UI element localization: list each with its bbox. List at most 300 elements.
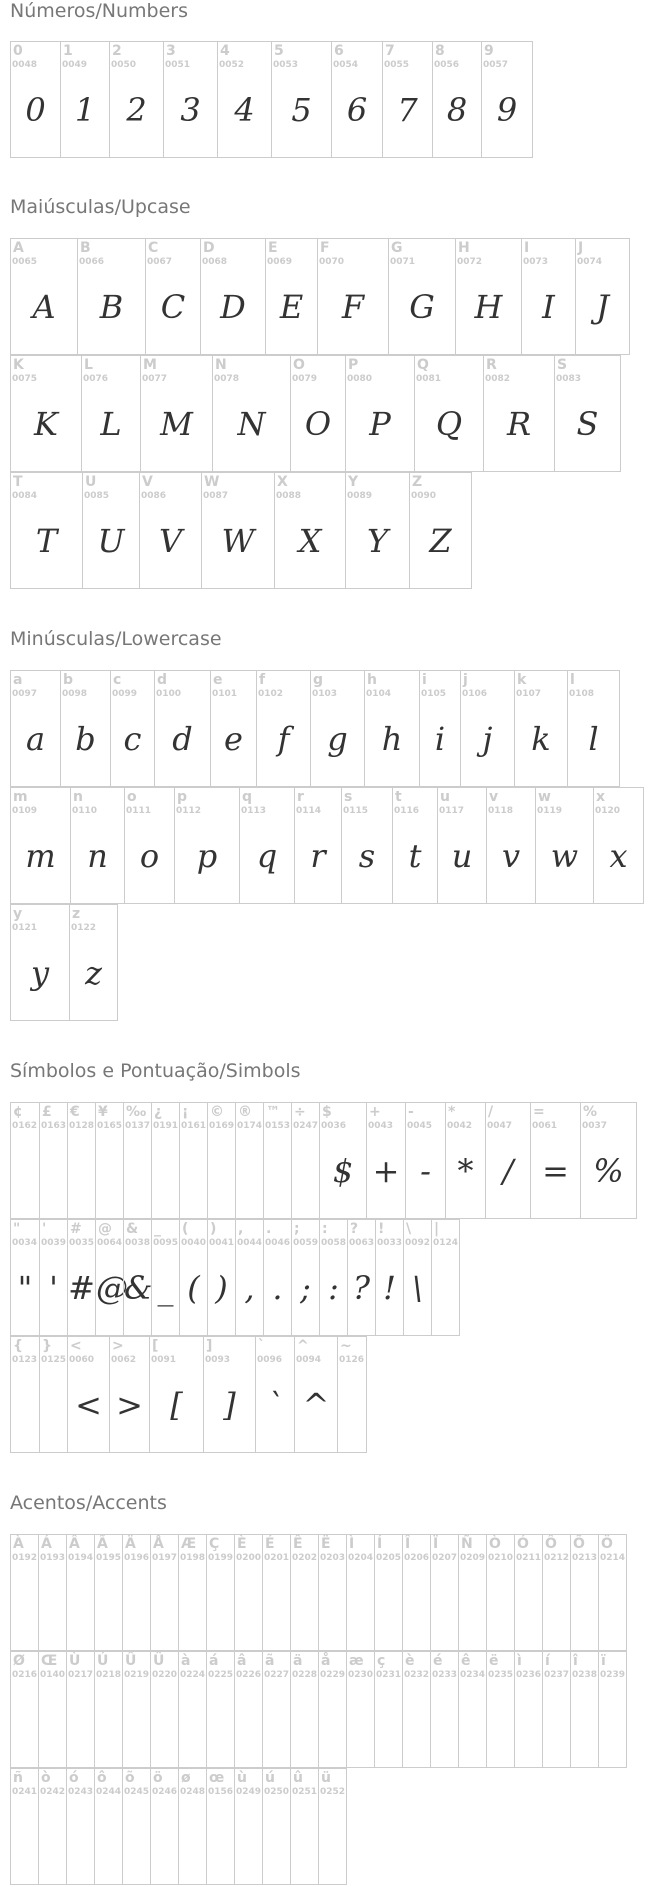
glyph-cell	[203, 1336, 256, 1453]
char-label: Ò	[489, 1536, 501, 1552]
glyph-cell	[60, 41, 110, 158]
glyph-cell	[66, 1768, 95, 1885]
glyph-cell	[262, 1651, 291, 1768]
glyph-cell	[149, 1336, 204, 1453]
char-code: 0140	[40, 1670, 66, 1680]
char-label: s	[344, 789, 353, 805]
glyph-cell	[445, 1102, 486, 1219]
char-code: 0080	[347, 374, 373, 384]
glyph-sample: 0	[25, 91, 46, 129]
glyph-sample: 9	[496, 91, 518, 129]
glyph-cell	[235, 1219, 264, 1336]
char-code: 0114	[296, 806, 322, 816]
char-code: 0075	[12, 374, 38, 384]
glyph-sample: *	[457, 1152, 474, 1190]
glyph-row	[10, 1219, 459, 1336]
char-label: +	[369, 1104, 381, 1120]
glyph-sample: 1	[74, 91, 96, 129]
char-code: 0123	[12, 1355, 38, 1365]
char-label: J	[578, 240, 584, 256]
glyph-sample: J	[596, 288, 609, 326]
glyph-sample: E	[279, 288, 304, 326]
char-code: 0212	[544, 1553, 570, 1563]
char-label: _	[154, 1221, 161, 1237]
glyph-cell	[234, 1651, 263, 1768]
glyph-cell	[95, 1219, 128, 1336]
glyph-sample: (	[187, 1269, 200, 1307]
glyph-cell	[319, 1219, 348, 1336]
char-label: `	[258, 1338, 265, 1354]
char-label: F	[320, 240, 330, 256]
char-code: 0079	[292, 374, 318, 384]
glyph-row	[10, 787, 643, 904]
glyph-cell	[567, 670, 620, 787]
char-label: å	[321, 1653, 331, 1669]
char-code: 0216	[12, 1670, 38, 1680]
char-label: ¿	[154, 1104, 163, 1120]
glyph-sample: w	[550, 837, 579, 875]
glyph-cell	[414, 355, 484, 472]
char-code: 0237	[544, 1670, 570, 1680]
glyph-cell	[366, 1102, 406, 1219]
glyph-cell	[409, 472, 472, 589]
glyph-cell	[10, 1768, 39, 1885]
glyph-row	[10, 238, 629, 355]
char-code: 0231	[376, 1670, 402, 1680]
section-title: Acentos/Accents	[10, 1492, 167, 1514]
char-label: '	[42, 1221, 47, 1237]
glyph-sample: C	[160, 288, 186, 326]
char-code: 0220	[152, 1670, 178, 1680]
char-label: A	[13, 240, 24, 256]
glyph-sample: Z	[429, 522, 452, 560]
char-label: g	[313, 672, 324, 688]
glyph-cell	[10, 787, 71, 904]
char-code: 0207	[432, 1553, 458, 1563]
char-code: 0084	[12, 491, 38, 501]
char-label: G	[391, 240, 403, 256]
char-code: 0245	[124, 1787, 150, 1797]
char-code: 0099	[112, 689, 138, 699]
char-code: 0196	[124, 1553, 150, 1563]
char-label: Ø	[13, 1653, 25, 1669]
char-code: 0122	[71, 923, 97, 933]
glyph-cell	[163, 41, 218, 158]
glyph-cell	[542, 1534, 571, 1651]
glyph-cell	[432, 41, 482, 158]
glyph-sample: B	[99, 288, 124, 326]
glyph-cell	[570, 1651, 599, 1768]
char-code: 0119	[537, 806, 563, 816]
glyph-sample: >	[116, 1386, 143, 1424]
glyph-sample: ?	[352, 1269, 371, 1307]
glyph-row	[10, 1102, 636, 1219]
char-label: ì	[517, 1653, 522, 1669]
glyph-sample: T	[35, 522, 58, 560]
glyph-cell	[10, 238, 78, 355]
glyph-cell	[431, 1219, 460, 1336]
char-label: L	[84, 357, 93, 373]
char-code: 0205	[376, 1553, 402, 1563]
glyph-cell	[598, 1534, 627, 1651]
glyph-cell	[458, 1651, 487, 1768]
glyph-sample: P	[369, 405, 391, 443]
glyph-cell	[81, 355, 141, 472]
glyph-cell	[345, 472, 410, 589]
char-label: Ã	[97, 1536, 108, 1552]
glyph-sample: R	[506, 405, 532, 443]
glyph-cell	[437, 787, 487, 904]
glyph-sample: L	[100, 405, 122, 443]
char-label: r	[297, 789, 304, 805]
glyph-sample: b	[75, 720, 96, 758]
char-label: Ö	[601, 1536, 613, 1552]
char-code: 0251	[292, 1787, 318, 1797]
char-code: 0106	[462, 689, 488, 699]
glyph-cell	[521, 238, 576, 355]
char-label: É	[265, 1536, 275, 1552]
char-code: 0086	[141, 491, 167, 501]
char-code: 0124	[433, 1238, 459, 1248]
glyph-cell	[290, 355, 346, 472]
char-code: 0037	[582, 1121, 608, 1131]
glyph-cell	[514, 670, 568, 787]
char-code: 0067	[147, 257, 173, 267]
glyph-cell	[174, 787, 240, 904]
char-label: ç	[377, 1653, 386, 1669]
glyph-cell	[151, 1102, 180, 1219]
glyph-sample: 5	[291, 91, 312, 129]
glyph-sample: ^	[302, 1386, 330, 1424]
glyph-sample: s	[358, 837, 376, 875]
char-code: 0193	[40, 1553, 66, 1563]
glyph-sample: t	[408, 837, 422, 875]
glyph-cell	[38, 1534, 67, 1651]
glyph-cell	[10, 1102, 40, 1219]
char-label: ¡	[182, 1104, 189, 1120]
glyph-sample: e	[224, 720, 243, 758]
char-label: €	[70, 1104, 80, 1120]
char-label: e	[213, 672, 223, 688]
char-code: 0243	[68, 1787, 94, 1797]
glyph-sample: x	[609, 837, 628, 875]
char-label: $	[322, 1104, 332, 1120]
char-label: [	[152, 1338, 159, 1354]
glyph-cell	[39, 1219, 68, 1336]
glyph-sample: j	[482, 720, 493, 758]
char-code: 0225	[208, 1670, 234, 1680]
glyph-cell	[60, 670, 111, 787]
char-label: w	[538, 789, 551, 805]
glyph-sample: ;	[300, 1269, 311, 1307]
char-code: 0121	[12, 923, 38, 933]
char-label: T	[13, 474, 23, 490]
glyph-cell	[94, 1534, 123, 1651]
glyph-cell	[542, 1651, 571, 1768]
glyph-cell	[109, 41, 164, 158]
glyph-cell	[271, 41, 332, 158]
char-label: ù	[237, 1770, 247, 1786]
char-code: 0153	[265, 1121, 291, 1131]
glyph-cell	[150, 1534, 179, 1651]
glyph-sample: =	[542, 1152, 569, 1190]
glyph-cell	[481, 41, 533, 158]
char-code: 0246	[152, 1787, 178, 1797]
glyph-cell	[337, 1336, 367, 1453]
char-code: 0033	[377, 1238, 403, 1248]
char-label: è	[405, 1653, 415, 1669]
glyph-cell	[110, 670, 155, 787]
glyph-sample: u	[451, 837, 473, 875]
char-code: 0107	[516, 689, 542, 699]
char-code: 0236	[516, 1670, 542, 1680]
char-label: 2	[112, 43, 122, 59]
char-code: 0113	[241, 806, 267, 816]
glyph-sample: I	[542, 288, 555, 326]
glyph-cell	[263, 1219, 292, 1336]
char-label: ®	[238, 1104, 252, 1120]
char-label: C	[148, 240, 159, 256]
glyph-cell	[109, 1336, 150, 1453]
char-label: /	[488, 1104, 494, 1120]
char-label: "	[13, 1221, 21, 1237]
char-code: 0035	[69, 1238, 95, 1248]
char-code: 0063	[349, 1238, 375, 1248]
char-label: 4	[220, 43, 230, 59]
glyph-sample: f	[277, 720, 290, 758]
char-label: Ú	[97, 1653, 109, 1669]
glyph-cell	[262, 1768, 291, 1885]
char-code: 0128	[69, 1121, 95, 1131]
char-label: k	[517, 672, 527, 688]
char-code: 0039	[41, 1238, 67, 1248]
char-label: œ	[209, 1770, 225, 1786]
glyph-cell	[178, 1534, 207, 1651]
char-label: 0	[13, 43, 23, 59]
glyph-sample: p	[196, 837, 218, 875]
glyph-cell	[514, 1651, 543, 1768]
char-label: ã	[265, 1653, 275, 1669]
char-label: n	[73, 789, 83, 805]
glyph-cell	[485, 1102, 531, 1219]
char-label: Q	[417, 357, 429, 373]
section-title: Maiúsculas/Upcase	[10, 196, 191, 218]
glyph-cell	[419, 670, 461, 787]
char-label: M	[143, 357, 157, 373]
glyph-sample: V	[158, 522, 183, 560]
glyph-sample: 2	[126, 91, 147, 129]
glyph-sample: D	[220, 288, 246, 326]
char-label: Ç	[209, 1536, 220, 1552]
glyph-sample: /	[502, 1152, 514, 1190]
char-code: 0197	[152, 1553, 178, 1563]
glyph-cell	[317, 238, 389, 355]
glyph-cell	[39, 1336, 68, 1453]
glyph-cell	[151, 1219, 180, 1336]
glyph-sample: \	[412, 1269, 423, 1307]
glyph-cell	[206, 1768, 235, 1885]
glyph-row	[10, 41, 532, 158]
char-code: 0117	[439, 806, 465, 816]
char-label: ©	[210, 1104, 224, 1120]
char-label: á	[209, 1653, 219, 1669]
glyph-cell	[294, 787, 342, 904]
glyph-cell	[10, 472, 83, 589]
char-label: (	[182, 1221, 189, 1237]
char-label: x	[596, 789, 606, 805]
char-code: 0078	[214, 374, 240, 384]
char-code: 0217	[68, 1670, 94, 1680]
char-code: 0194	[68, 1553, 94, 1563]
glyph-sample: Q	[435, 405, 463, 443]
char-label: f	[259, 672, 266, 688]
glyph-cell	[374, 1534, 403, 1651]
glyph-cell	[598, 1651, 627, 1768]
char-code: 0156	[208, 1787, 234, 1797]
char-label: 7	[385, 43, 395, 59]
glyph-cell	[67, 1102, 96, 1219]
glyph-cell	[66, 1534, 95, 1651]
char-label: Æ	[181, 1536, 197, 1552]
char-label: â	[237, 1653, 247, 1669]
glyph-sample: W	[221, 522, 255, 560]
char-label: ò	[41, 1770, 51, 1786]
char-code: 0248	[180, 1787, 206, 1797]
char-code: 0104	[366, 689, 392, 699]
glyph-cell	[200, 238, 266, 355]
char-code: 0249	[236, 1787, 262, 1797]
char-label: S	[557, 357, 568, 373]
glyph-row	[10, 1336, 366, 1453]
glyph-sample: 7	[397, 91, 418, 129]
glyph-sample: !	[383, 1269, 396, 1307]
glyph-cell	[535, 787, 594, 904]
glyph-cell	[486, 787, 536, 904]
glyph-sample: <	[75, 1386, 102, 1424]
char-label: }	[42, 1338, 52, 1354]
char-label: Œ	[41, 1653, 58, 1669]
char-label: ?	[350, 1221, 359, 1237]
glyph-sample: `	[267, 1386, 283, 1424]
glyph-cell	[402, 1534, 431, 1651]
char-label: ÷	[294, 1104, 306, 1120]
char-code: 0070	[319, 257, 345, 267]
char-label: Û	[125, 1653, 137, 1669]
char-label: Ñ	[461, 1536, 473, 1552]
glyph-sample: k	[531, 720, 551, 758]
char-code: 0042	[447, 1121, 473, 1131]
char-code: 0111	[126, 806, 152, 816]
glyph-sample: _	[157, 1269, 174, 1307]
char-code: 0100	[156, 689, 182, 699]
glyph-sample: .	[272, 1269, 283, 1307]
char-code: 0036	[321, 1121, 347, 1131]
glyph-sample: A	[32, 288, 56, 326]
glyph-cell	[10, 1651, 39, 1768]
char-label: Ù	[69, 1653, 81, 1669]
glyph-cell	[575, 238, 630, 355]
char-label: Á	[41, 1536, 52, 1552]
glyph-sample: [	[170, 1386, 183, 1424]
char-code: 0218	[96, 1670, 122, 1680]
char-code: 0053	[273, 60, 299, 70]
glyph-cell	[294, 1336, 338, 1453]
glyph-cell	[310, 670, 365, 787]
char-label: Ï	[433, 1536, 439, 1552]
char-code: 0206	[404, 1553, 430, 1563]
char-code: 0219	[124, 1670, 150, 1680]
char-code: 0093	[205, 1355, 231, 1365]
glyph-sample: K	[34, 405, 58, 443]
char-label: Ê	[293, 1536, 303, 1552]
glyph-sample: o	[139, 837, 160, 875]
glyph-sample: n	[87, 837, 108, 875]
char-label: ‰	[126, 1104, 147, 1120]
char-label: Ì	[349, 1536, 355, 1552]
glyph-cell	[212, 355, 291, 472]
glyph-cell	[290, 1768, 319, 1885]
char-label: æ	[349, 1653, 364, 1669]
glyph-cell	[554, 355, 621, 472]
glyph-cell	[38, 1768, 67, 1885]
char-label: Ô	[545, 1536, 557, 1552]
glyph-cell	[10, 1336, 40, 1453]
glyph-sample: '	[49, 1269, 58, 1307]
char-code: 0103	[312, 689, 338, 699]
glyph-sample: 8	[446, 91, 468, 129]
char-label: Ü	[153, 1653, 165, 1669]
glyph-cell	[10, 904, 70, 1021]
char-label: ü	[321, 1770, 331, 1786]
glyph-sample: -	[420, 1152, 431, 1190]
char-code: 0072	[457, 257, 483, 267]
char-label: Ë	[321, 1536, 331, 1552]
section-title: Símbolos e Pontuação/Simbols	[10, 1060, 301, 1082]
char-code: 0048	[12, 60, 38, 70]
char-label: q	[242, 789, 253, 805]
glyph-sample: O	[304, 405, 332, 443]
char-label: -	[408, 1104, 414, 1120]
glyph-cell	[10, 670, 61, 787]
glyph-row	[10, 472, 471, 589]
char-code: 0038	[125, 1238, 151, 1248]
glyph-cell	[458, 1534, 487, 1651]
char-label: 3	[166, 43, 176, 59]
char-label: 5	[274, 43, 284, 59]
char-label: >	[112, 1338, 124, 1354]
char-code: 0247	[293, 1121, 319, 1131]
char-code: 0069	[267, 257, 293, 267]
glyph-cell	[70, 787, 125, 904]
char-label: *	[448, 1104, 456, 1120]
glyph-cell	[318, 1768, 347, 1885]
char-code: 0040	[181, 1238, 207, 1248]
glyph-cell	[66, 1651, 95, 1768]
char-code: 0092	[405, 1238, 431, 1248]
char-code: 0074	[577, 257, 603, 267]
char-code: 0091	[151, 1355, 177, 1365]
glyph-sample: r	[310, 837, 326, 875]
glyph-cell	[207, 1219, 236, 1336]
char-code: 0087	[203, 491, 229, 501]
char-code: 0083	[556, 374, 582, 384]
glyph-cell	[201, 472, 275, 589]
char-code: 0234	[460, 1670, 486, 1680]
glyph-sample: #	[68, 1269, 95, 1307]
glyph-cell	[95, 1102, 124, 1219]
char-code: 0043	[368, 1121, 394, 1131]
char-label: À	[13, 1536, 24, 1552]
